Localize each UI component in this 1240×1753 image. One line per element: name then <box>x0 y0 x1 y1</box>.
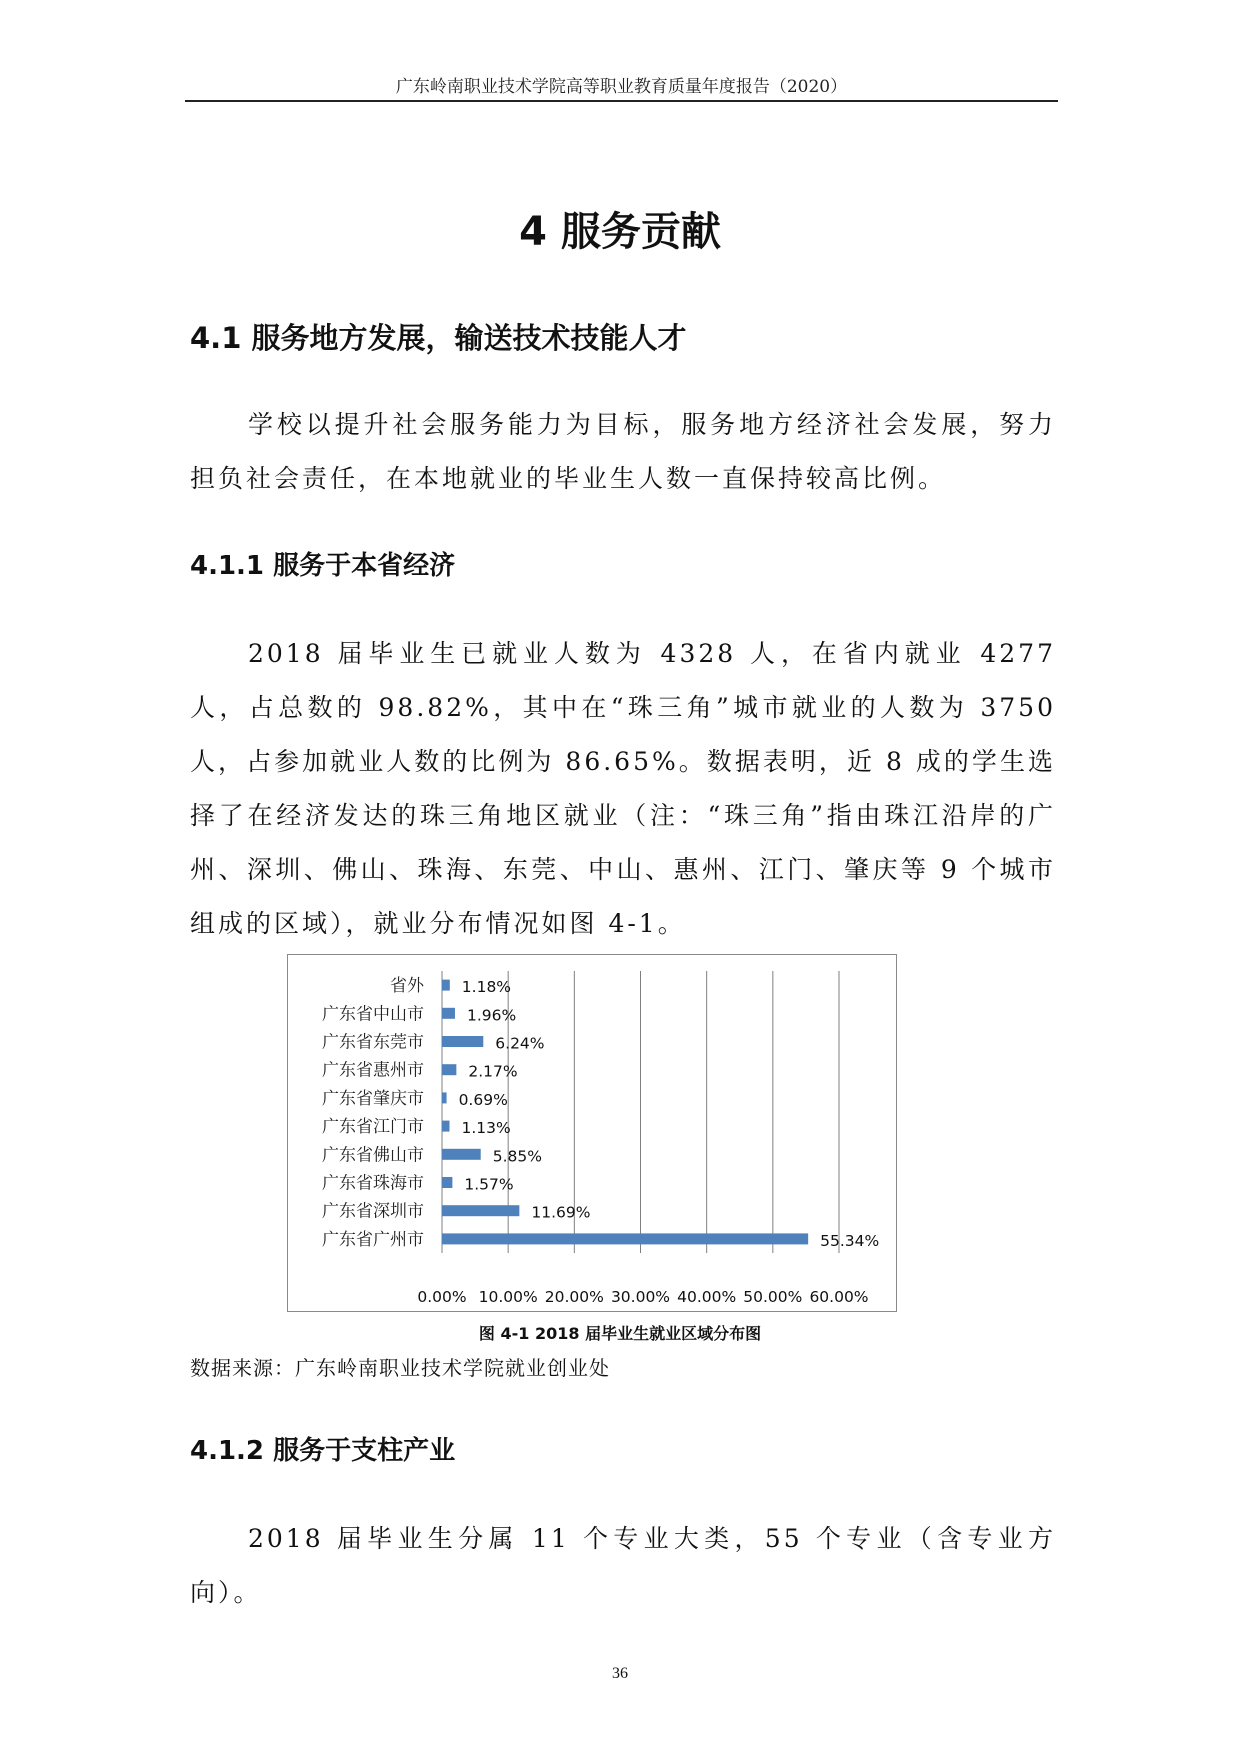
page-number: 36 <box>612 1665 628 1682</box>
x-tick-label: 10.00% <box>478 1288 538 1306</box>
data-label: 1.18% <box>461 978 512 997</box>
bar <box>442 1036 483 1047</box>
bar <box>442 1064 456 1075</box>
bar <box>442 1121 449 1132</box>
bar <box>442 1149 481 1160</box>
section-4-1-paragraph: 学校以提升社会服务能力为目标，服务地方经济社会发展，努力担负社会责任，在本地就业的毕业生人数一直保持较高比例。 <box>190 410 1056 493</box>
x-tick-label: 50.00% <box>743 1288 803 1306</box>
data-label: 1.13% <box>461 1119 511 1138</box>
data-label: 6.24% <box>495 1034 545 1053</box>
bar <box>442 1008 455 1019</box>
data-label: 55.34% <box>820 1231 880 1250</box>
category-label: 广东省中山市 <box>322 1004 424 1025</box>
x-tick-label: 60.00% <box>809 1288 869 1306</box>
category-label: 广东省广州市 <box>322 1229 424 1250</box>
data-label: 11.69% <box>531 1203 591 1222</box>
section-heading-4-1-1: 4.1.1 服务于本省经济 <box>190 551 456 581</box>
running-header: 广东岭南职业技术学院高等职业教育质量年度报告（2020） <box>395 77 848 97</box>
chapter-title: 4 服务贡献 <box>519 209 721 255</box>
data-label: 5.85% <box>492 1147 542 1166</box>
category-label: 广东省佛山市 <box>322 1145 424 1166</box>
header-rule <box>185 100 1058 102</box>
bar <box>442 1205 519 1216</box>
x-tick-label: 30.00% <box>610 1288 671 1306</box>
section-heading-4-1-2: 4.1.2 服务于支柱产业 <box>190 1436 456 1466</box>
bar <box>442 1233 808 1244</box>
x-tick-label: 40.00% <box>677 1288 737 1306</box>
category-label: 广东省珠海市 <box>322 1173 424 1194</box>
data-label: 1.57% <box>464 1175 514 1194</box>
category-label: 广东省肇庆市 <box>322 1088 424 1109</box>
figure-caption: 图 4-1 2018 届毕业生就业区域分布图 <box>478 1324 762 1343</box>
category-label: 广东省惠州市 <box>322 1060 424 1081</box>
bar <box>442 980 450 991</box>
x-tick-label: 0.00% <box>417 1288 467 1306</box>
chart-canvas <box>288 955 895 1310</box>
bar <box>442 1092 447 1103</box>
section-4-1-2-paragraph: 2018 届毕业生分属 11 个专业大类，55 个专业（含专业方向）。 <box>190 1524 1056 1607</box>
x-tick-label: 20.00% <box>544 1288 604 1306</box>
category-label: 广东省深圳市 <box>322 1201 424 1222</box>
category-label: 省外 <box>390 976 424 997</box>
bar <box>442 1177 452 1188</box>
data-label: 1.96% <box>466 1006 517 1025</box>
section-heading-4-1: 4.1 服务地方发展，输送技术技能人才 <box>190 321 687 355</box>
data-label: 2.17% <box>468 1062 518 1081</box>
category-label: 广东省江门市 <box>322 1117 424 1138</box>
category-label: 广东省东莞市 <box>322 1032 424 1053</box>
figure-source: 数据来源：广东岭南职业技术学院就业创业处 <box>190 1356 610 1380</box>
data-label: 0.69% <box>458 1090 508 1109</box>
employment-region-chart <box>287 954 897 1312</box>
section-4-1-1-paragraph: 2018 届毕业生已就业人数为 4328 人，在省内就业 4277 人，占总数的 98.82%，其中在“珠三角”城市就业的人数为 3750 人，占参加就业人数的比例为 86.65%。数据表明，近 8 成的学生选择了在经济发达的珠三角地区就业（注：“珠三角”指由珠江沿岸的广州、深圳、佛山、珠海、东莞、中山、惠州、江门、肇庆等 9 个城市组成的区域），就业分布情况如图 4-1。 <box>190 639 1056 938</box>
